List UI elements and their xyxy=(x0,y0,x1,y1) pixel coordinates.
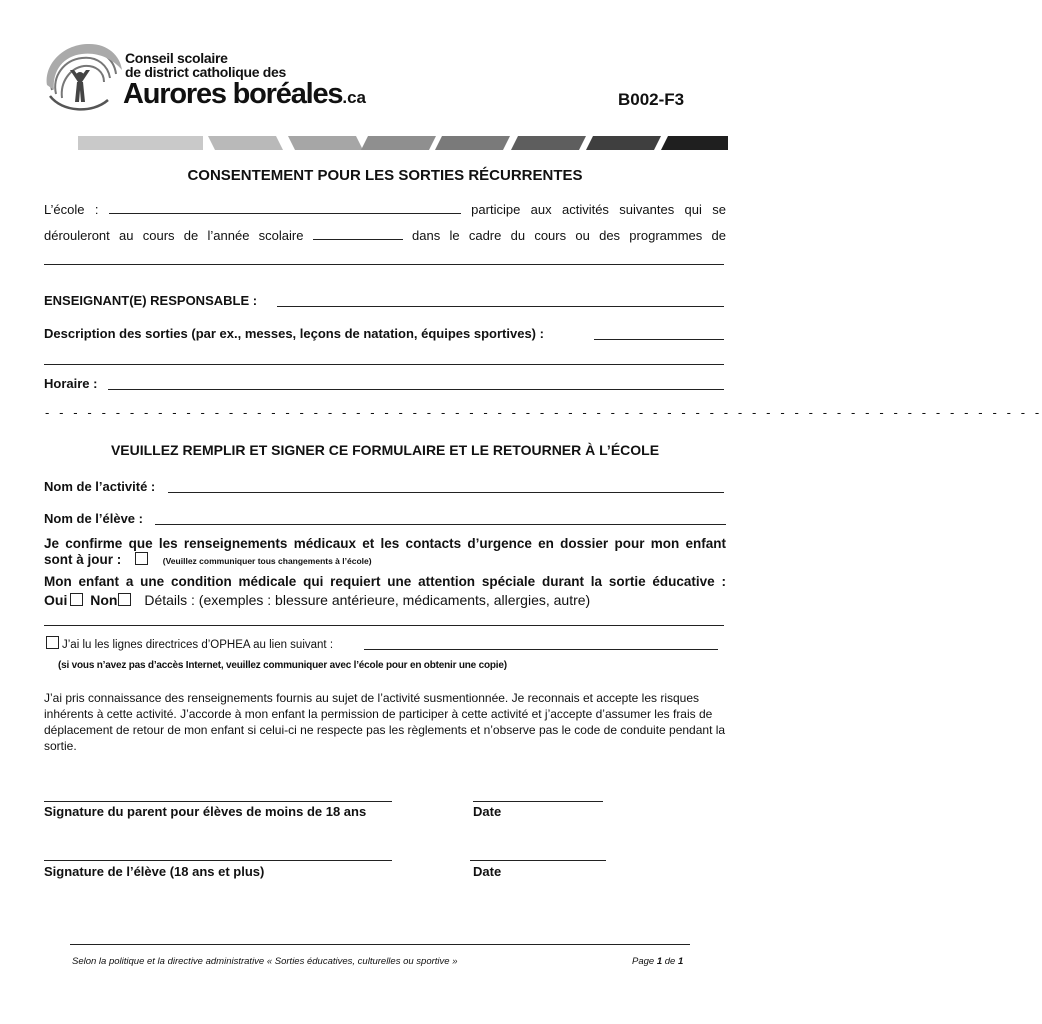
confirm-note: (Veuillez communiquer tous changements à l’école) xyxy=(162,556,372,566)
org-brand-name xyxy=(123,78,366,111)
form-title: CONSENTEMENT POUR LES SORTIES RÉCURRENTES xyxy=(187,167,583,184)
org-name-line2: de district catholique des xyxy=(125,64,287,80)
page-number xyxy=(632,956,683,967)
student-field[interactable] xyxy=(155,524,726,525)
parent-date-label: Date xyxy=(473,804,502,819)
medical-details: Détails : (exemples : blessure antérieure, médicaments, allergies, autre) xyxy=(144,592,591,608)
section-title: VEUILLEZ REMPLIR ET SIGNER CE FORMULAIRE ET LE RETOURNER À L’ÉCOLE xyxy=(110,442,660,458)
footer-policy-text: Selon la politique et la directive administrative « Sorties éducatives, culturelles ou sportive » xyxy=(72,956,458,967)
ophea-note: (si vous n’avez pas d’accès Internet, veuillez communiquer avec l’école pour en obtenir une copie) xyxy=(58,660,507,671)
page-prefix: Page xyxy=(632,956,657,967)
consent-paragraph: J’ai pris connaissance des renseignements fournis au sujet de l’activité susmentionnée. Je reconnais et accepte les risques inhérents à cette activité. J’accorde à mon enfant la permission de participer à cette activité et j’accepte d’assumer les frais de déplacement de retour de mon enfant si celui-ci ne respecte pas les règlements et n’observe pas le code de conduite pendant la sortie. xyxy=(44,691,726,753)
student-date-label: Date xyxy=(473,864,502,879)
school-program-text: dans le cadre du cours ou des programmes de xyxy=(412,228,726,243)
activity-field[interactable] xyxy=(168,492,724,493)
teacher-label: ENSEIGNANT(E) RESPONSABLE : xyxy=(44,293,258,308)
parent-signature-label: Signature du parent pour élèves de moins de 18 ans xyxy=(44,804,367,819)
school-label: L’école : xyxy=(44,202,99,217)
header-decorative-bands xyxy=(78,136,728,150)
medical-question: Mon enfant a une condition médicale qui requiert une attention spéciale durant la sortie éducative : xyxy=(44,574,726,589)
teacher-field[interactable] xyxy=(277,306,724,307)
page-current: 1 xyxy=(656,956,663,967)
schedule-field[interactable] xyxy=(108,389,724,390)
org-brand-text: Aurores boréales xyxy=(123,78,343,110)
student-signature-label: Signature de l’élève (18 ans et plus) xyxy=(44,864,265,879)
confirm-checkbox[interactable] xyxy=(135,552,148,565)
school-field[interactable] xyxy=(109,213,461,214)
cut-line: - - - - - - - - - - - - - - - - - - - - - - - - - - - - - - - - - - - - - - - - - - - - - - - - - - - - - - - - - - - - - - - - - - - - - - - xyxy=(45,405,1042,420)
yes-checkbox[interactable] xyxy=(70,593,83,606)
student-signature-field[interactable] xyxy=(44,860,392,861)
yes-label: Oui xyxy=(44,592,68,608)
ophea-line xyxy=(44,636,333,651)
ophea-checkbox[interactable] xyxy=(46,636,59,649)
school-after-text: participe aux activités suivantes qui se xyxy=(471,202,726,217)
schedule-label: Horaire : xyxy=(44,376,98,391)
medical-details-field[interactable] xyxy=(44,625,724,626)
ophea-label: J’ai lu les lignes directrices d’OPHEA au lien suivant : xyxy=(62,639,334,651)
medical-answer-line xyxy=(44,592,590,608)
school-year-field[interactable] xyxy=(313,239,403,240)
student-date-field[interactable] xyxy=(470,860,606,861)
description-field-2[interactable] xyxy=(44,364,724,365)
parent-date-field[interactable] xyxy=(473,801,603,802)
student-label: Nom de l’élève : xyxy=(44,511,143,526)
school-line xyxy=(44,202,726,217)
no-label: Non xyxy=(90,592,118,608)
confirm-line1: Je confirme que les renseignements médicaux et les contacts d’urgence en dossier pour mon enfant xyxy=(44,536,726,551)
org-name-line1: Conseil scolaire xyxy=(125,50,228,66)
program-field[interactable] xyxy=(44,264,724,265)
ophea-link-field[interactable] xyxy=(364,649,718,650)
footer-rule xyxy=(70,944,690,945)
school-line2 xyxy=(44,228,726,243)
activity-label: Nom de l’activité : xyxy=(44,479,156,494)
school-year-text: dérouleront au cours de l’année scolaire xyxy=(44,228,304,243)
page-mid: de xyxy=(662,956,678,967)
confirm-uptodate-label: sont à jour : xyxy=(44,552,122,567)
description-label: Description des sorties (par ex., messes, leçons de natation, équipes sportives) : xyxy=(44,326,544,341)
no-checkbox[interactable] xyxy=(118,593,131,606)
page-total: 1 xyxy=(677,956,684,967)
parent-signature-field[interactable] xyxy=(44,801,392,802)
description-field[interactable] xyxy=(594,339,724,340)
org-brand-tld: .ca xyxy=(342,88,366,107)
form-code: B002-F3 xyxy=(618,90,685,109)
confirm-line2 xyxy=(44,552,372,567)
